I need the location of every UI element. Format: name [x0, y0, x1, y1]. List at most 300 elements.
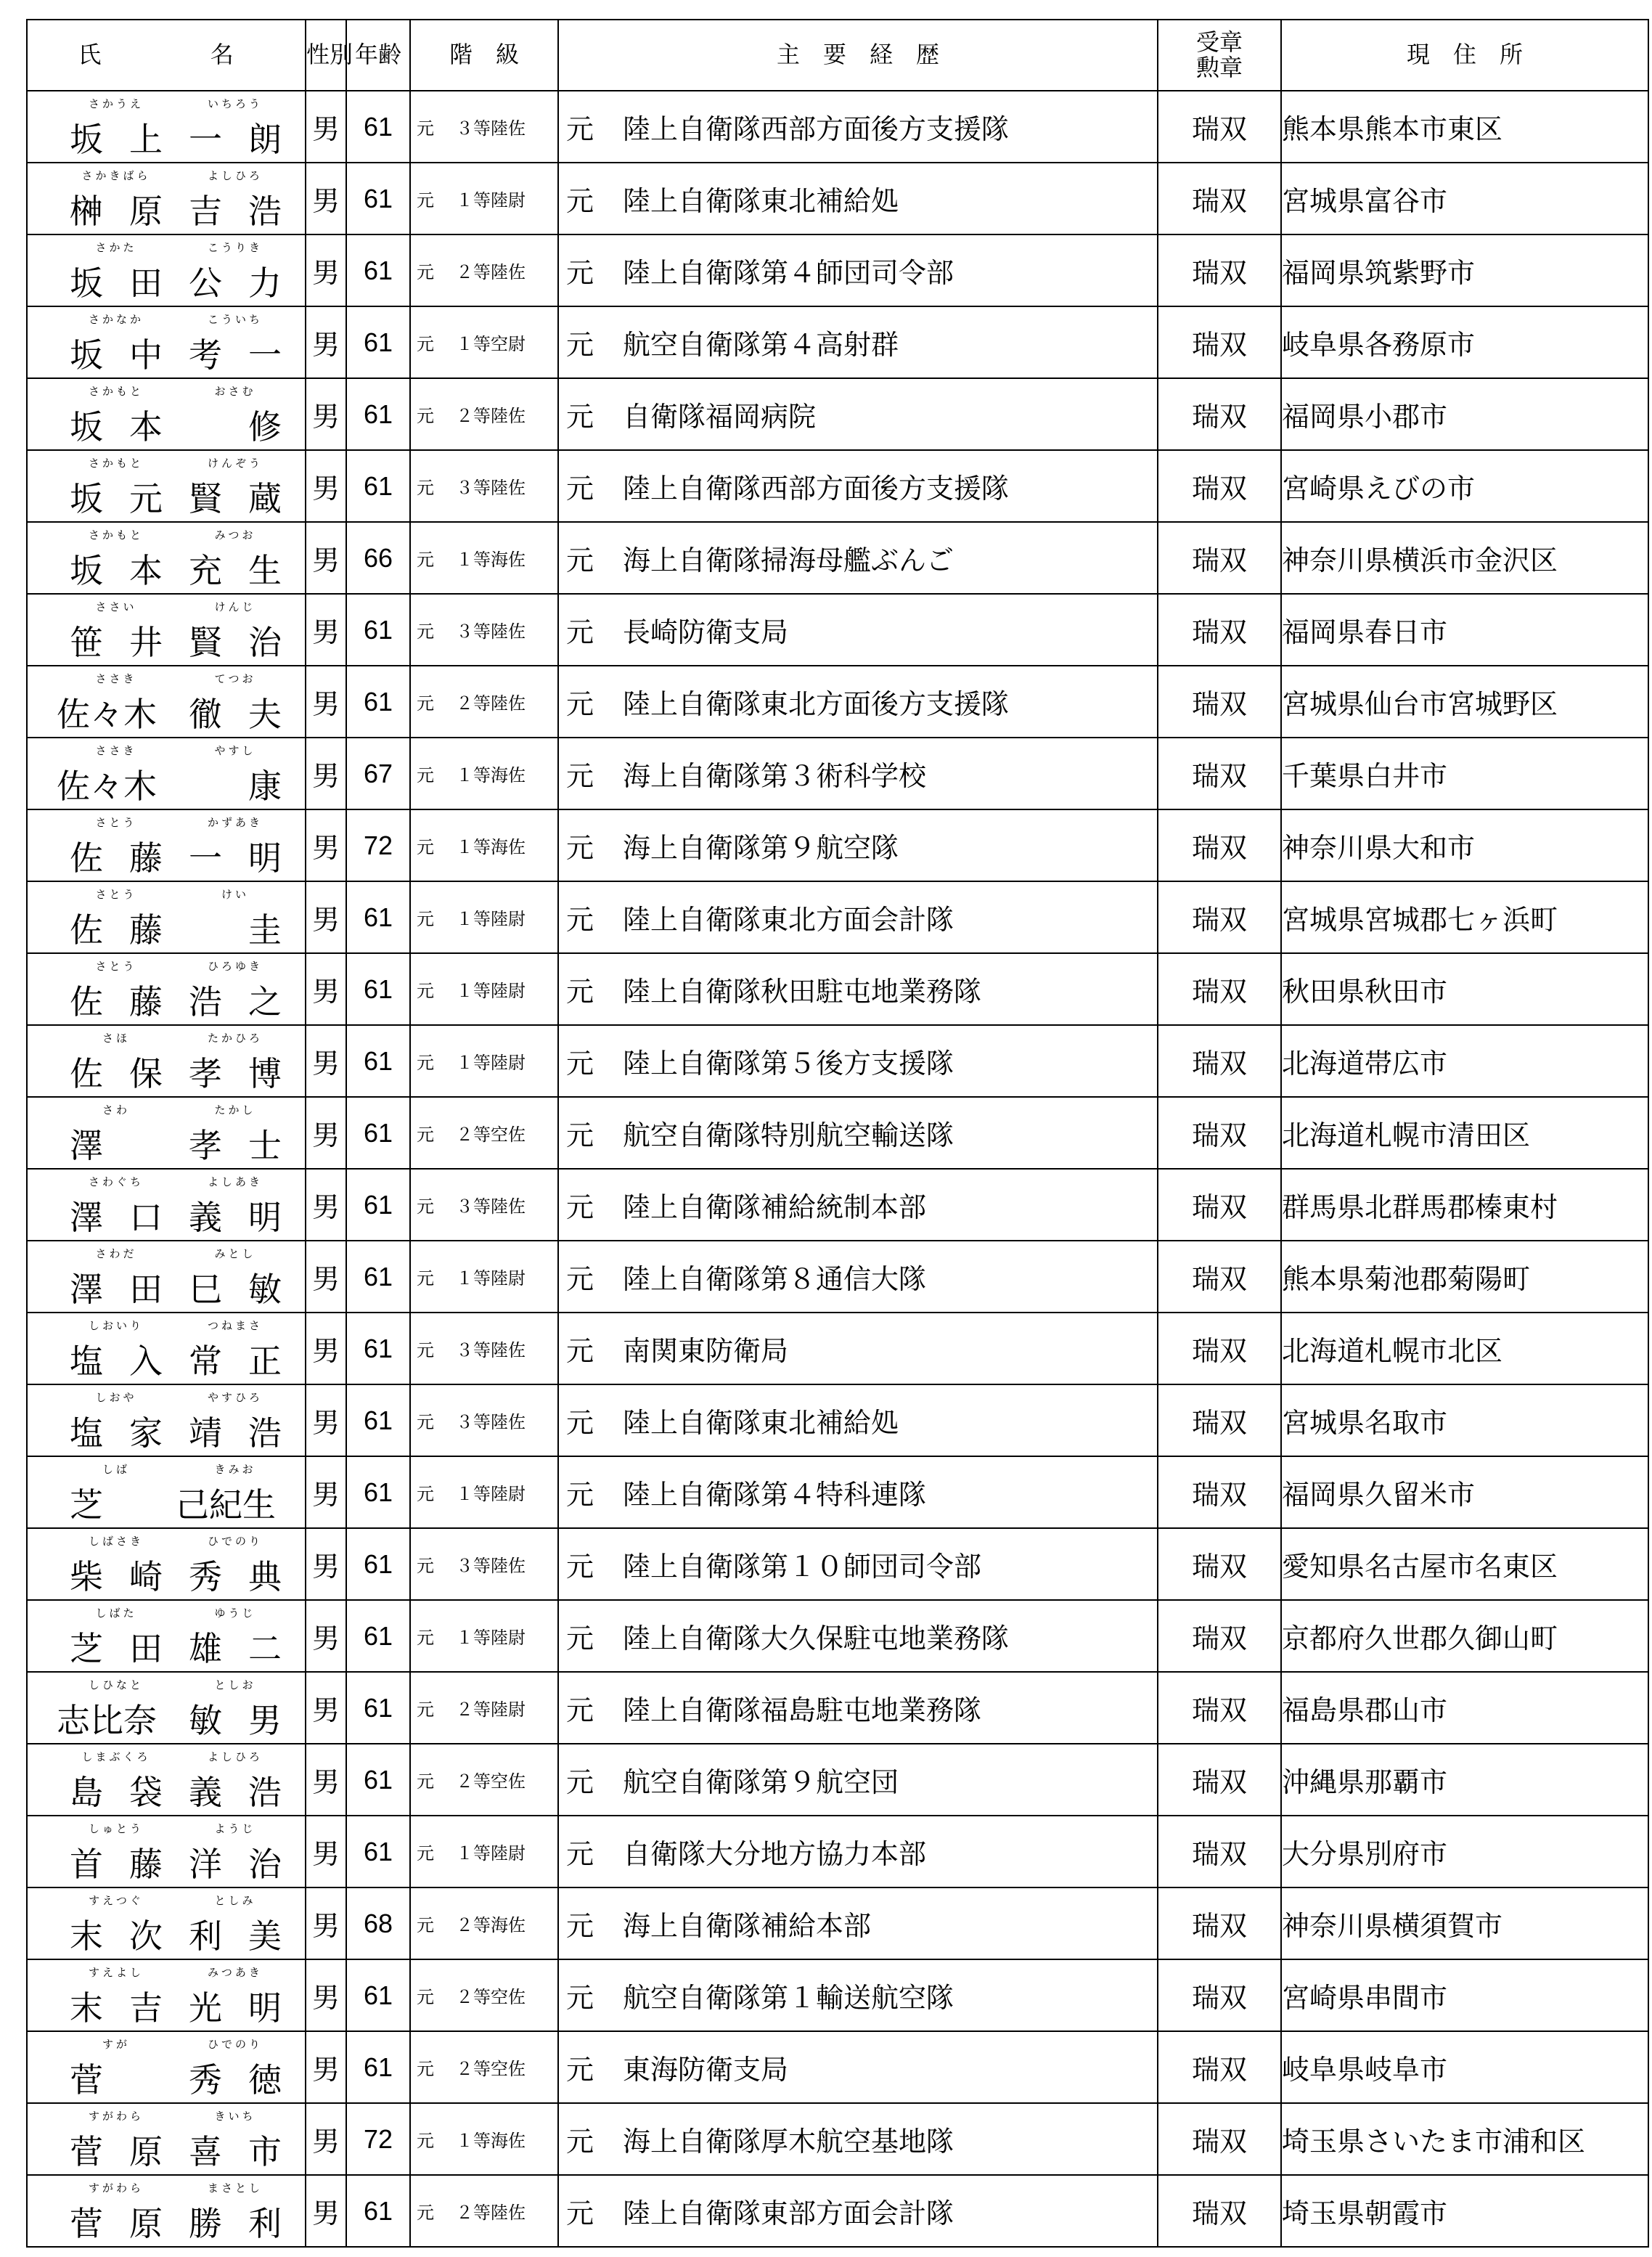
name-kanji	[57, 1342, 295, 1381]
rank-value: ２等空佐	[456, 1125, 526, 1145]
rank-cell	[410, 2031, 558, 2103]
age-cell: 61	[346, 2175, 410, 2247]
given-name-ruby: たかひろ	[207, 1032, 263, 1045]
career-cell	[558, 1025, 1158, 1097]
name-kanji	[57, 407, 295, 446]
given-name-char: 利	[248, 2204, 282, 2243]
rank-cell	[410, 2103, 558, 2175]
career-value: 海上自衛隊補給本部	[623, 1910, 872, 1942]
name-cell	[27, 738, 306, 809]
given-name-char: 正	[248, 1342, 282, 1381]
address-cell: 熊本県熊本市東区	[1281, 91, 1648, 163]
career-cell	[558, 1456, 1158, 1528]
rank-value: ２等陸佐	[456, 406, 526, 426]
address-cell: 北海道札幌市北区	[1281, 1313, 1648, 1384]
career-prefix: 元	[566, 616, 594, 648]
table-row	[27, 1097, 1648, 1169]
family-name-char: 家	[129, 1413, 163, 1453]
award-cell: 瑞双	[1158, 881, 1281, 953]
career-prefix: 元	[566, 185, 594, 217]
sex-cell: 男	[306, 1313, 346, 1384]
name-cell	[27, 1959, 306, 2031]
family-name-ruby: しひなと	[88, 1678, 144, 1691]
career-value: 陸上自衛隊西部方面後方支援隊	[623, 113, 1010, 145]
family-name-char: 袋	[129, 1773, 163, 1812]
name-ruby	[57, 99, 295, 110]
age-cell: 61	[346, 1169, 410, 1241]
rank-value: ３等陸佐	[456, 621, 526, 642]
name-kanji	[57, 695, 295, 734]
age-cell: 61	[346, 1456, 410, 1528]
given-name-ruby: けんじ	[214, 600, 256, 613]
name-cell	[27, 1097, 306, 1169]
given-name-ruby: おさむ	[214, 385, 256, 398]
career-cell	[558, 809, 1158, 881]
honors-roster-table	[26, 19, 1649, 2248]
career-value: 陸上自衛隊東北補給処	[623, 1407, 899, 1439]
given-name-ruby: よしあき	[207, 1175, 263, 1188]
age-cell: 67	[346, 738, 410, 809]
address-cell: 埼玉県さいたま市浦和区	[1281, 2103, 1648, 2175]
award-cell: 瑞双	[1158, 1097, 1281, 1169]
address-cell: 宮崎県えびの市	[1281, 450, 1648, 522]
header-sex: 性別	[306, 20, 346, 91]
header-rank: 階 級	[410, 20, 558, 91]
given-name-ruby: つねまさ	[207, 1319, 263, 1332]
family-name-char: 本	[129, 407, 163, 446]
career-prefix: 元	[566, 1694, 594, 1726]
career-value: 陸上自衛隊秋田駐屯地業務隊	[623, 976, 982, 1008]
given-name-ruby: いちろう	[207, 97, 263, 110]
address-cell: 福岡県小郡市	[1281, 378, 1648, 450]
given-name-char: 吉	[189, 192, 222, 231]
rank-value: １等海佐	[456, 837, 526, 857]
career-cell	[558, 163, 1158, 234]
rank-value: ２等陸佐	[456, 262, 526, 282]
given-name-char: 一	[248, 335, 282, 375]
career-cell	[558, 2175, 1158, 2247]
sex-cell: 男	[306, 1959, 346, 2031]
award-cell: 瑞双	[1158, 1672, 1281, 1744]
award-cell: 瑞双	[1158, 2175, 1281, 2247]
career-prefix: 元	[566, 1623, 594, 1654]
rank-value: ２等陸佐	[456, 693, 526, 714]
career-prefix: 元	[566, 1838, 594, 1870]
family-name-ruby: さかうえ	[88, 97, 144, 110]
family-name-char: 上	[129, 120, 163, 159]
career-value: 南関東防衛局	[623, 1335, 789, 1367]
family-name-ruby: しば	[102, 1463, 130, 1476]
rank-value: １等陸尉	[456, 909, 526, 929]
given-name-char: 雄	[189, 1629, 222, 1668]
name-cell	[27, 1600, 306, 1672]
age-cell: 61	[346, 306, 410, 378]
award-cell: 瑞双	[1158, 594, 1281, 666]
name-kanji	[57, 1988, 295, 2028]
name-kanji	[57, 1845, 295, 1884]
career-cell	[558, 1241, 1158, 1313]
age-cell: 61	[346, 1025, 410, 1097]
given-name-char: 徳	[248, 2060, 282, 2099]
family-name-ruby: さわだ	[95, 1247, 137, 1260]
name-ruby	[57, 386, 295, 397]
family-name-char: 田	[129, 1629, 163, 1668]
given-name-char: 己紀生	[176, 1485, 276, 1525]
career-prefix: 元	[566, 2126, 594, 2158]
table-row	[27, 1600, 1648, 1672]
career-value: 陸上自衛隊福島駐屯地業務隊	[623, 1694, 982, 1726]
rank-prefix: 元	[417, 550, 434, 570]
given-name-ruby: きいち	[214, 2110, 256, 2123]
career-cell	[558, 1744, 1158, 1816]
sex-cell: 男	[306, 1169, 346, 1241]
given-name-ruby: ようじ	[214, 1822, 256, 1835]
rank-prefix: 元	[417, 1125, 434, 1145]
career-value: 陸上自衛隊大久保駐屯地業務隊	[623, 1623, 1010, 1654]
family-name-char	[116, 2063, 176, 2097]
award-cell: 瑞双	[1158, 1241, 1281, 1313]
family-name-char: 島	[70, 1773, 103, 1812]
family-name-char: 末	[70, 1988, 103, 2028]
name-kanji	[57, 1917, 295, 1956]
age-cell: 61	[346, 1816, 410, 1887]
given-name-char: 治	[248, 623, 282, 662]
family-name-ruby: ささい	[95, 600, 137, 613]
rank-cell	[410, 1959, 558, 2031]
given-name-char: 浩	[189, 982, 222, 1021]
name-ruby	[57, 2183, 295, 2194]
family-name-char: 元	[129, 479, 163, 518]
name-cell	[27, 2031, 306, 2103]
rank-cell	[410, 881, 558, 953]
name-kanji	[57, 1557, 295, 1596]
rank-prefix: 元	[417, 981, 434, 1001]
rank-prefix: 元	[417, 1340, 434, 1360]
rank-prefix: 元	[417, 1484, 434, 1504]
career-value: 陸上自衛隊東北方面会計隊	[623, 904, 954, 936]
career-prefix: 元	[566, 401, 594, 433]
family-name-char: 佐	[70, 1054, 103, 1093]
career-prefix: 元	[566, 688, 594, 720]
family-name-ruby: すえよし	[88, 1966, 144, 1979]
age-cell: 61	[346, 594, 410, 666]
rank-value: １等海佐	[456, 550, 526, 570]
given-name-char: 徹	[189, 695, 222, 734]
name-kanji	[57, 1701, 295, 1740]
rank-value: １等空尉	[456, 334, 526, 354]
career-prefix: 元	[566, 257, 594, 289]
table-row	[27, 666, 1648, 738]
rank-value: １等陸尉	[456, 1484, 526, 1504]
age-cell: 61	[346, 1241, 410, 1313]
rank-cell	[410, 1744, 558, 1816]
table-row	[27, 1744, 1648, 1816]
age-cell: 61	[346, 953, 410, 1025]
given-name-char: 生	[248, 551, 282, 590]
family-name-char: 末	[70, 1917, 103, 1956]
career-prefix: 元	[566, 113, 594, 145]
given-name-ruby: みつお	[214, 528, 256, 542]
family-name-char: 坂	[70, 335, 103, 375]
age-cell: 61	[346, 1959, 410, 2031]
rank-prefix: 元	[417, 1987, 434, 2007]
given-name-char: 明	[248, 1198, 282, 1237]
family-name-char: 藤	[129, 982, 163, 1021]
career-cell	[558, 1169, 1158, 1241]
family-name-char	[116, 1129, 176, 1162]
family-name-char: 坂	[70, 120, 103, 159]
address-cell: 千葉県白井市	[1281, 738, 1648, 809]
rank-prefix: 元	[417, 1196, 434, 1217]
rank-value: ２等海佐	[456, 1915, 526, 1935]
age-cell: 61	[346, 91, 410, 163]
career-prefix: 元	[566, 329, 594, 361]
table-row	[27, 378, 1648, 450]
family-name-ruby: すえつぐ	[89, 1894, 144, 1907]
given-name-char	[235, 1488, 295, 1522]
name-cell	[27, 2103, 306, 2175]
rank-value: １等陸尉	[456, 981, 526, 1001]
address-cell: 群馬県北群馬郡榛東村	[1281, 1169, 1648, 1241]
sex-cell: 男	[306, 594, 346, 666]
rank-value: ２等陸佐	[456, 2203, 526, 2223]
career-prefix: 元	[566, 1335, 594, 1367]
career-value: 陸上自衛隊東北補給処	[623, 185, 899, 217]
career-cell	[558, 1600, 1158, 1672]
given-name-char: 男	[248, 1701, 282, 1740]
career-value: 航空自衛隊特別航空輸送隊	[623, 1119, 954, 1151]
family-name-ruby: さとう	[95, 960, 137, 973]
age-cell: 61	[346, 1528, 410, 1600]
address-cell: 福岡県久留米市	[1281, 1456, 1648, 1528]
family-name-char: 菅	[70, 2204, 103, 2243]
family-name-char: 笹	[70, 623, 103, 662]
header-address: 現 住 所	[1281, 20, 1648, 91]
given-name-ruby: けんぞう	[207, 457, 263, 470]
age-cell: 61	[346, 450, 410, 522]
award-cell: 瑞双	[1158, 2031, 1281, 2103]
name-cell	[27, 809, 306, 881]
family-name-char: 田	[129, 1270, 163, 1309]
given-name-char: 士	[248, 1126, 282, 1165]
career-prefix: 元	[566, 1479, 594, 1511]
table-row	[27, 163, 1648, 234]
given-name-char: 明	[248, 838, 282, 878]
given-name-char: 靖	[189, 1413, 222, 1453]
given-name-char: 浩	[248, 1773, 282, 1812]
career-prefix: 元	[566, 1982, 594, 2014]
career-prefix: 元	[566, 1407, 594, 1439]
header-row	[27, 20, 1648, 91]
name-kanji	[57, 767, 295, 806]
name-ruby	[57, 1105, 295, 1116]
family-name-char: 本	[129, 551, 163, 590]
name-kanji	[57, 2204, 295, 2243]
table-row	[27, 1313, 1648, 1384]
family-name-ruby: しおや	[95, 1391, 137, 1404]
given-name-ruby: やすし	[214, 744, 256, 757]
given-name-char: 美	[248, 1917, 282, 1956]
award-cell: 瑞双	[1158, 738, 1281, 809]
rank-value: ２等空佐	[456, 2059, 526, 2079]
family-name-char: 佐々木	[57, 695, 157, 734]
table-row	[27, 1672, 1648, 1744]
rank-prefix: 元	[417, 1699, 434, 1720]
family-name-char: 崎	[129, 1557, 163, 1596]
career-prefix: 元	[566, 2054, 594, 2086]
award-cell: 瑞双	[1158, 1887, 1281, 1959]
rank-cell	[410, 666, 558, 738]
award-cell: 瑞双	[1158, 1600, 1281, 1672]
career-cell	[558, 2103, 1158, 2175]
rank-cell	[410, 1528, 558, 1600]
name-cell	[27, 378, 306, 450]
rank-value: １等海佐	[456, 2131, 526, 2151]
rank-prefix: 元	[417, 406, 434, 426]
career-prefix: 元	[566, 1766, 594, 1798]
career-value: 自衛隊大分地方協力本部	[623, 1838, 927, 1870]
given-name-char: 光	[189, 1988, 222, 2028]
career-cell	[558, 522, 1158, 594]
rank-value: ２等空佐	[456, 1987, 526, 2007]
age-cell: 61	[346, 163, 410, 234]
given-name-char: 秀	[189, 2060, 222, 2099]
name-ruby	[57, 889, 295, 900]
age-cell: 66	[346, 522, 410, 594]
table-row	[27, 1384, 1648, 1456]
sex-cell: 男	[306, 1600, 346, 1672]
given-name-char: 賢	[189, 479, 222, 518]
family-name-char: 田	[129, 264, 163, 303]
name-kanji	[57, 264, 295, 303]
family-name-ruby: しばた	[95, 1607, 137, 1620]
rank-prefix: 元	[417, 765, 434, 785]
family-name-char: 坂	[70, 264, 103, 303]
career-cell	[558, 450, 1158, 522]
rank-prefix: 元	[417, 1628, 434, 1648]
name-ruby	[57, 1392, 295, 1403]
table-row	[27, 2031, 1648, 2103]
rank-prefix: 元	[417, 1771, 434, 1792]
family-name-char: 澤	[70, 1270, 103, 1309]
address-cell: 熊本県菊池郡菊陽町	[1281, 1241, 1648, 1313]
rank-prefix: 元	[417, 1843, 434, 1864]
career-value: 陸上自衛隊第８通信大隊	[623, 1263, 927, 1295]
name-ruby	[57, 674, 295, 685]
family-name-char: 菅	[70, 2060, 103, 2099]
given-name-ruby: みとし	[214, 1247, 256, 1260]
rank-value: １等陸尉	[456, 1268, 526, 1289]
name-kanji	[57, 1629, 295, 1668]
career-cell	[558, 738, 1158, 809]
career-value: 陸上自衛隊東北方面後方支援隊	[623, 688, 1010, 720]
given-name-char: 洋	[189, 1845, 222, 1884]
given-name-char: 圭	[248, 910, 282, 950]
given-name-ruby: としお	[214, 1678, 256, 1691]
sex-cell: 男	[306, 1025, 346, 1097]
sex-cell: 男	[306, 1384, 346, 1456]
rank-value: １等海佐	[456, 765, 526, 785]
rank-prefix: 元	[417, 118, 434, 139]
name-cell	[27, 666, 306, 738]
name-ruby	[57, 1895, 295, 1906]
given-name-char: 明	[248, 1988, 282, 2028]
family-name-char	[116, 698, 176, 731]
sex-cell: 男	[306, 91, 346, 163]
address-cell: 大分県別府市	[1281, 1816, 1648, 1887]
name-ruby	[57, 1967, 295, 1978]
rank-prefix: 元	[417, 693, 434, 714]
family-name-char: 井	[129, 623, 163, 662]
given-name-char: 喜	[189, 2132, 222, 2171]
given-name-char: 秀	[189, 1557, 222, 1596]
family-name-char: 佐々木	[57, 767, 157, 806]
table-row	[27, 594, 1648, 666]
rank-cell	[410, 163, 558, 234]
rank-cell	[410, 1169, 558, 1241]
career-cell	[558, 1887, 1158, 1959]
given-name-ruby: よしひろ	[207, 1750, 263, 1763]
family-name-ruby: しまぶくろ	[81, 1750, 151, 1763]
career-cell	[558, 2031, 1158, 2103]
rank-prefix: 元	[417, 621, 434, 642]
name-ruby	[57, 1752, 295, 1763]
career-cell	[558, 953, 1158, 1025]
career-prefix: 元	[566, 544, 594, 576]
family-name-char	[116, 1488, 176, 1522]
career-value: 東海防衛支局	[623, 2054, 789, 2086]
sex-cell: 男	[306, 881, 346, 953]
address-cell: 埼玉県朝霞市	[1281, 2175, 1648, 2247]
given-name-ruby: としみ	[214, 1894, 256, 1907]
given-name-char: 一	[189, 120, 222, 159]
table-row	[27, 953, 1648, 1025]
address-cell: 福岡県春日市	[1281, 594, 1648, 666]
rank-value: ３等陸佐	[456, 1196, 526, 1217]
given-name-char: 常	[189, 1342, 222, 1381]
rank-cell	[410, 234, 558, 306]
header-award-line2: 勲章	[1195, 54, 1243, 81]
name-cell	[27, 594, 306, 666]
roster-body	[27, 91, 1648, 2247]
given-name-char: 朗	[248, 120, 282, 159]
family-name-ruby: ささき	[95, 672, 137, 685]
table-row	[27, 91, 1648, 163]
sex-cell: 男	[306, 450, 346, 522]
table-row	[27, 2175, 1648, 2247]
given-name-char: 博	[248, 1054, 282, 1093]
address-cell: 宮城県宮城郡七ヶ浜町	[1281, 881, 1648, 953]
career-value: 航空自衛隊第１輸送航空隊	[623, 1982, 954, 2014]
family-name-ruby: さとう	[95, 888, 137, 901]
family-name-char: 菅	[70, 2132, 103, 2171]
award-cell: 瑞双	[1158, 1456, 1281, 1528]
given-name-ruby: こういち	[207, 313, 263, 326]
given-name-ruby: ひでのり	[207, 2038, 263, 2051]
family-name-char: 佐	[70, 838, 103, 878]
rank-cell	[410, 738, 558, 809]
award-cell: 瑞双	[1158, 1313, 1281, 1384]
given-name-char: 市	[248, 2132, 282, 2171]
family-name-ruby: しゅとう	[88, 1822, 144, 1835]
sex-cell: 男	[306, 1744, 346, 1816]
career-cell	[558, 881, 1158, 953]
rank-prefix: 元	[417, 1915, 434, 1935]
name-kanji	[57, 623, 295, 662]
family-name-ruby: さほ	[102, 1032, 130, 1045]
sex-cell: 男	[306, 163, 346, 234]
address-cell: 宮城県仙台市宮城野区	[1281, 666, 1648, 738]
